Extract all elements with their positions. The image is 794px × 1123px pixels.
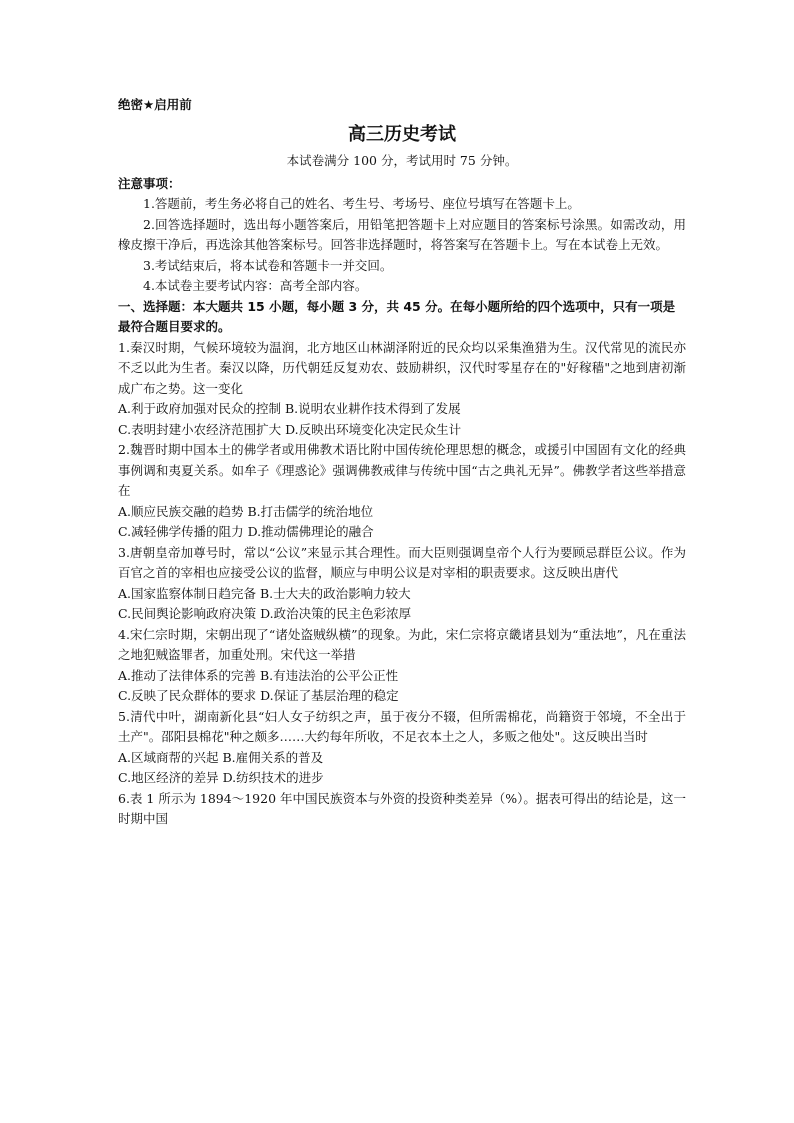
notice-item: 3.考试结束后，将本试卷和答题卡一并交回。 xyxy=(143,257,393,273)
question-options: A.推动了法律体系的完善 B.有违法治的公平公正性 xyxy=(118,667,399,683)
question-stem: 4.宋仁宗时期，宋朝出现了“诸处盗贼纵横”的现象。为此，宋仁宗将京畿诸县划为“重法地”，凡在重法之地犯贼盗罪者，加重处刑。宋代这一举措 xyxy=(118,626,686,662)
notice-heading: 注意事项： xyxy=(118,176,181,191)
question-stem: 1.秦汉时期，气候环境较为温润，北方地区山林湖泽附近的民众均以采集渔猎为生。汉代常见的流民亦不乏以此为生者。秦汉以降，历代朝廷反复劝农、鼓励耕织，汉代时零星存在的"好稼穑"之地到唐初渐成广布之势。这一变化 xyxy=(118,339,686,396)
section-heading: 一、选择题：本大题共 15 小题，每小题 3 分，共 45 分。在每小题所给的四个选项中，只有一项是最符合题目要求的。 xyxy=(118,298,676,334)
question-options: C.反映了民众群体的要求 D.保证了基层治理的稳定 xyxy=(118,688,399,703)
question-stem: 3.唐朝皇帝加尊号时，常以“公议”来显示其合理性。而大臣则强调皇帝个人行为要顾忌群臣公议。作为百官之首的宰相也应接受公议的监督，顺应与申明公议是对宰相的职责要求。这反映出唐代 xyxy=(118,544,686,580)
page-title: 高三历史考试 xyxy=(348,124,456,145)
notice-item: 2.回答选择题时，选出每小题答案后，用铅笔把答题卡上对应题目的答案标号涂黑。如需改动，用橡皮擦干净后，再选涂其他答案标号。回答非选择题时，将答案写在答题卡上。写在本试卷上无效。 xyxy=(118,216,686,252)
question-options: C.表明封建小农经济范围扩大 D.反映出环境变化决定民众生计 xyxy=(118,421,462,437)
question-3 xyxy=(118,543,686,625)
notice-section xyxy=(118,174,686,297)
question-4 xyxy=(118,625,686,707)
question-options: C.地区经济的差异 D.纺织技术的进步 xyxy=(118,770,324,785)
notice-item: 1.答题前，考生务必将自己的姓名、考生号、考场号、座位号填写在答题卡上。 xyxy=(143,196,580,211)
question-6 xyxy=(118,789,686,830)
confidential-label: 绝密★启用前 xyxy=(118,97,192,112)
notice-item: 4.本试卷主要考试内容：高考全部内容。 xyxy=(143,278,368,293)
question-options: C.民间舆论影响政府决策 D.政治决策的民主色彩浓厚 xyxy=(118,606,412,621)
question-stem: 5.清代中叶，湖南新化县“妇人女子纺织之声，虽于夜分不辍，但所需棉花，尚籍资于邻境，不全出于土产"。邵阳县棉花"种之颇多……大约每年所收，不足衣本土之人，多贩之他处"。这反映出当时 xyxy=(118,708,686,744)
exam-page xyxy=(118,96,686,830)
question-options: A.利于政府加强对民众的控制 B.说明农业耕作技术得到了发展 xyxy=(118,401,461,416)
question-stem: 6.表 1 所示为 1894～1920 年中国民族资本与外资的投资种类差异（%）。据表可得出的结论是，这一时期中国 xyxy=(118,790,686,826)
exam-subtitle: 本试卷满分 100 分，考试用时 75 分钟。 xyxy=(286,153,518,168)
question-options: A.国家监察体制日趋完备 B.士大夫的政治影响力较大 xyxy=(118,585,411,601)
question-options: A.区域商帮的兴起 B.雇佣关系的普及 xyxy=(118,749,324,765)
question-stem: 2.魏晋时期中国本土的佛学者或用佛教术语比附中国传统伦理思想的概念，或援引中国固有文化的经典事例调和夷夏关系。如牟子《理惑论》强调佛教戒律与传统中国“古之典礼无异”。佛教学者这些举措意在 xyxy=(118,442,686,498)
question-2 xyxy=(118,440,686,543)
question-options: A.顺应民族交融的趋势 B.打击儒学的统治地位 xyxy=(118,503,374,519)
question-5 xyxy=(118,707,686,789)
question-1 xyxy=(118,338,686,441)
question-options: C.减轻佛学传播的阻力 D.推动儒佛理论的融合 xyxy=(118,524,374,539)
